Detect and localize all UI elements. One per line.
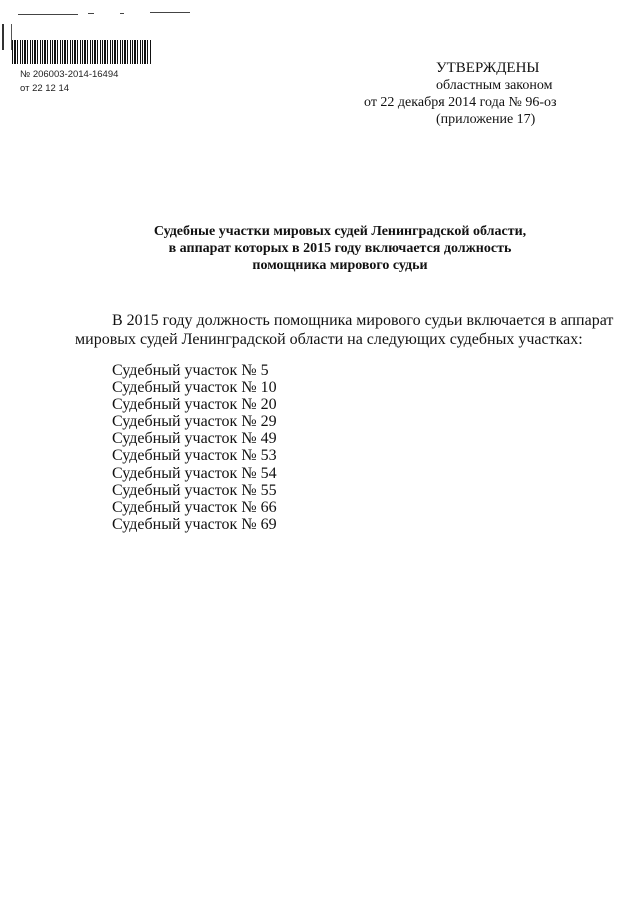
list-item: Судебный участок № 55 — [112, 481, 277, 499]
body-line: мировых судей Ленинградской области на следующих судебных участках: — [75, 331, 583, 348]
list-item: Судебный участок № 53 — [112, 447, 277, 465]
approval-appendix: (приложение 17) — [436, 112, 536, 127]
precinct-list — [112, 362, 277, 533]
approval-block — [364, 60, 582, 128]
list-item: Судебный участок № 20 — [112, 396, 277, 414]
list-item: Судебный участок № 49 — [112, 430, 277, 448]
list-item: Судебный участок № 5 — [112, 362, 269, 379]
registration-number: № 206003-2014-16494 — [20, 69, 119, 80]
scan-artifact-line — [18, 14, 78, 15]
body-line: В 2015 году должность помощника мирового судьи включается в аппарат — [112, 312, 614, 329]
title-line: помощника мирового судьи — [252, 258, 428, 273]
title-line: Судебные участки мировых судей Ленинградской области, — [153, 224, 527, 239]
approval-law-type: областным законом — [436, 78, 553, 93]
scan-artifact-line — [120, 13, 124, 14]
title-line: в аппарат которых в 2015 году включается должность — [168, 241, 512, 256]
list-item: Судебный участок № 54 — [112, 464, 277, 482]
scan-artifact-line — [150, 12, 190, 13]
body-paragraph — [75, 311, 614, 349]
list-item: Судебный участок № 69 — [112, 515, 277, 533]
scan-artifact-line — [88, 13, 94, 14]
scan-margin-mark — [2, 24, 12, 50]
barcode — [12, 40, 152, 64]
document-title — [120, 223, 560, 274]
approval-heading: УТВЕРЖДЕНЫ — [436, 60, 540, 76]
approval-law-date: от 22 декабря 2014 года № 96-оз — [364, 95, 557, 110]
list-item: Судебный участок № 66 — [112, 498, 277, 516]
list-item: Судебный участок № 10 — [112, 379, 277, 397]
registration-date: от 22 12 14 — [20, 83, 70, 94]
list-item: Судебный участок № 29 — [112, 413, 277, 431]
